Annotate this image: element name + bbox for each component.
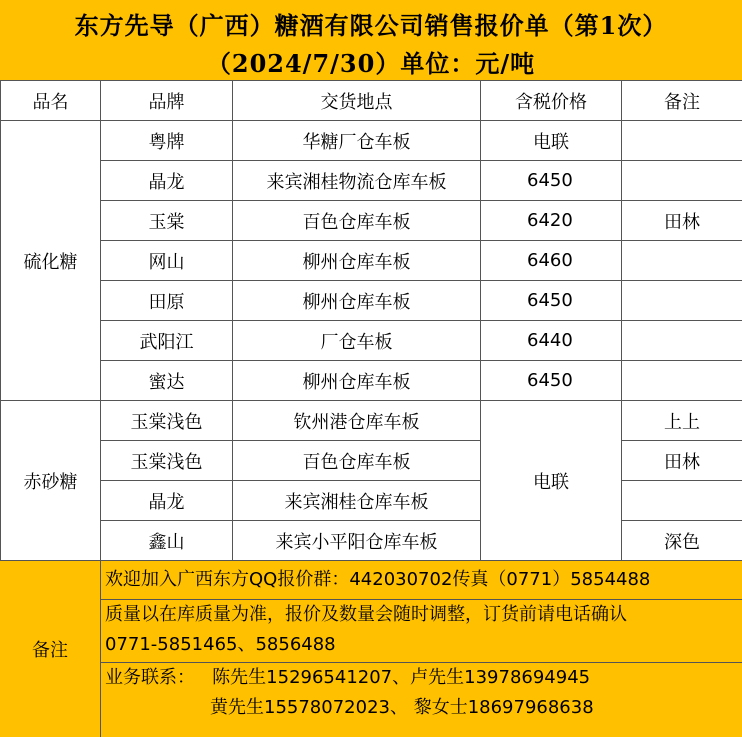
table-row xyxy=(1,161,742,201)
brand-cell: 玉棠浅色 xyxy=(101,441,233,481)
price-cell: 6420 xyxy=(481,201,622,241)
sales-contacts-line1: 业务联系： 陈先生15296541207、卢先生13978694945 xyxy=(105,663,742,693)
sales-contacts xyxy=(101,663,742,737)
table-row xyxy=(1,241,742,281)
brand-cell: 武阳江 xyxy=(101,321,233,361)
footer-label: 备注 xyxy=(0,561,101,737)
price-cell: 6450 xyxy=(481,161,622,201)
header-price: 含税价格 xyxy=(481,81,622,121)
quality-notice xyxy=(101,600,742,663)
note-cell: 深色 xyxy=(622,521,742,561)
location-cell: 百色仓库车板 xyxy=(233,201,481,241)
header-product: 品名 xyxy=(1,81,101,121)
brand-cell: 田原 xyxy=(101,281,233,321)
location-cell: 华糖厂仓车板 xyxy=(233,121,481,161)
table-row xyxy=(1,441,742,481)
brand-cell: 网山 xyxy=(101,241,233,281)
note-cell: 上上 xyxy=(622,401,742,441)
table-row xyxy=(1,121,742,161)
note-cell xyxy=(622,161,742,201)
location-cell: 柳州仓库车板 xyxy=(233,361,481,401)
quality-notice-text: 质量以在库质量为准，报价及数量会随时调整，订货前请电话确认 xyxy=(105,600,742,630)
header-note: 备注 xyxy=(622,81,742,121)
table-row xyxy=(1,521,742,561)
footer-notes xyxy=(0,560,742,737)
price-cell-merged: 电联 xyxy=(481,401,622,561)
header-row xyxy=(1,81,742,121)
table-row xyxy=(1,201,742,241)
price-cell: 6460 xyxy=(481,241,622,281)
title-band xyxy=(0,0,742,81)
brand-cell: 鑫山 xyxy=(101,521,233,561)
sheet-title: 东方先导（广西）糖酒有限公司销售报价单（第1次） xyxy=(0,6,742,41)
table-row xyxy=(1,321,742,361)
price-cell: 6440 xyxy=(481,321,622,361)
product-name-cell: 硫化糖 xyxy=(1,121,101,401)
note-cell xyxy=(622,481,742,521)
note-cell xyxy=(622,321,742,361)
price-cell: 6450 xyxy=(481,281,622,321)
location-cell: 百色仓库车板 xyxy=(233,441,481,481)
brand-cell: 蜜达 xyxy=(101,361,233,401)
phone-numbers: 0771-5851465、5856488 xyxy=(105,630,742,660)
table-row xyxy=(1,481,742,521)
table-row xyxy=(1,361,742,401)
sheet-subtitle: （2024/7/30）单位：元/吨 xyxy=(0,44,742,79)
header-location: 交货地点 xyxy=(233,81,481,121)
location-cell: 来宾小平阳仓库车板 xyxy=(233,521,481,561)
location-cell: 柳州仓库车板 xyxy=(233,281,481,321)
price-cell: 6450 xyxy=(481,361,622,401)
location-cell: 柳州仓库车板 xyxy=(233,241,481,281)
table-row xyxy=(1,281,742,321)
price-cell: 电联 xyxy=(481,121,622,161)
brand-cell: 玉棠 xyxy=(101,201,233,241)
note-cell xyxy=(622,241,742,281)
brand-cell: 粤牌 xyxy=(101,121,233,161)
note-cell xyxy=(622,361,742,401)
note-cell: 田林 xyxy=(622,201,742,241)
location-cell: 钦州港仓库车板 xyxy=(233,401,481,441)
note-cell xyxy=(622,281,742,321)
sales-contacts-line2: 黄先生15578072023、 黎女士18697968638 xyxy=(105,693,742,723)
table-row xyxy=(1,401,742,441)
brand-cell: 玉棠浅色 xyxy=(101,401,233,441)
qq-group-line: 欢迎加入广西东方QQ报价群：442030702传真（0771）5854488 xyxy=(101,561,742,600)
note-cell: 田林 xyxy=(622,441,742,481)
brand-cell: 晶龙 xyxy=(101,481,233,521)
price-table xyxy=(0,80,742,561)
header-brand: 品牌 xyxy=(101,81,233,121)
location-cell: 来宾湘桂物流仓库车板 xyxy=(233,161,481,201)
note-cell xyxy=(622,121,742,161)
location-cell: 来宾湘桂仓库车板 xyxy=(233,481,481,521)
product-name-cell: 赤砂糖 xyxy=(1,401,101,561)
location-cell: 厂仓车板 xyxy=(233,321,481,361)
brand-cell: 晶龙 xyxy=(101,161,233,201)
